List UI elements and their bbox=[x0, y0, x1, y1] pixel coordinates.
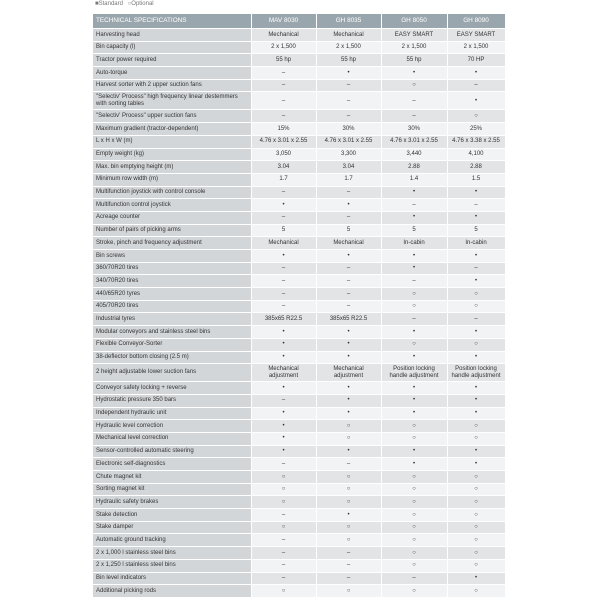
row-value: ○ bbox=[447, 110, 505, 123]
row-value: ○ bbox=[447, 534, 505, 547]
legend bbox=[95, 1, 157, 7]
row-value: – bbox=[251, 547, 316, 560]
header-cell: MAV 8030 bbox=[251, 14, 316, 29]
row-label: Independent hydraulic unit bbox=[93, 407, 251, 420]
row-value: – bbox=[251, 394, 316, 407]
row-value: ○ bbox=[381, 79, 447, 92]
row-value: • bbox=[251, 326, 316, 339]
row-value: 5 bbox=[251, 224, 316, 237]
row-value: ○ bbox=[447, 288, 505, 301]
row-value: • bbox=[316, 351, 381, 364]
row-value: – bbox=[251, 288, 316, 301]
row-label: 440/65R20 tyres bbox=[93, 288, 251, 301]
row-value: – bbox=[251, 79, 316, 92]
table-row bbox=[93, 135, 505, 148]
row-value: 15% bbox=[251, 123, 316, 136]
row-value: 55 hp bbox=[381, 54, 447, 67]
row-value: • bbox=[316, 338, 381, 351]
table-row bbox=[93, 326, 505, 339]
row-value: 2.88 bbox=[381, 161, 447, 174]
row-value: ○ bbox=[251, 585, 316, 598]
row-value: ○ bbox=[447, 300, 505, 313]
row-value: EASY SMART bbox=[381, 29, 447, 42]
row-value: • bbox=[251, 445, 316, 458]
row-value: – bbox=[381, 92, 447, 110]
row-value: • bbox=[381, 262, 447, 275]
row-value: ○ bbox=[381, 547, 447, 560]
row-value: Mechanical bbox=[251, 237, 316, 250]
row-value: – bbox=[251, 92, 316, 110]
header-cell: GH 8035 bbox=[316, 14, 381, 29]
table-row bbox=[93, 300, 505, 313]
row-value: • bbox=[447, 211, 505, 224]
row-value: ○ bbox=[447, 559, 505, 572]
row-label: 38-deflector bottom closing (2.5 m) bbox=[93, 351, 251, 364]
row-value: Mechanical bbox=[316, 237, 381, 250]
row-value: – bbox=[316, 300, 381, 313]
table-row bbox=[93, 458, 505, 471]
row-value: • bbox=[381, 382, 447, 395]
row-label: Chute magnet kit bbox=[93, 471, 251, 484]
legend-standard: ■Standard bbox=[95, 1, 123, 7]
row-label: Industrial tyres bbox=[93, 313, 251, 326]
row-value: ○ bbox=[381, 521, 447, 534]
header-cell: GH 8050 bbox=[381, 14, 447, 29]
row-value: 1.7 bbox=[316, 173, 381, 186]
row-value: 2 x 1,500 bbox=[381, 41, 447, 54]
row-value: 4,100 bbox=[447, 148, 505, 161]
row-value: – bbox=[447, 199, 505, 212]
table-row bbox=[93, 237, 505, 250]
row-value: 2 x 1,500 bbox=[316, 41, 381, 54]
row-value: 3,300 bbox=[316, 148, 381, 161]
row-label: "Selectiv' Process" high frequency linear destemmers with sorting tables bbox=[93, 92, 251, 110]
row-label: 340/70R20 tires bbox=[93, 275, 251, 288]
table-row bbox=[93, 534, 505, 547]
table-row bbox=[93, 186, 505, 199]
row-value: – bbox=[447, 262, 505, 275]
row-value: • bbox=[381, 407, 447, 420]
row-value: 2 x 1,500 bbox=[447, 41, 505, 54]
row-label: 360/70R20 tires bbox=[93, 262, 251, 275]
table-row bbox=[93, 509, 505, 522]
row-label: Sorting magnet kit bbox=[93, 483, 251, 496]
table-row bbox=[93, 41, 505, 54]
row-value: ○ bbox=[251, 496, 316, 509]
row-value: ○ bbox=[251, 483, 316, 496]
table-row bbox=[93, 54, 505, 67]
row-value: – bbox=[316, 92, 381, 110]
table-row bbox=[93, 394, 505, 407]
row-value: Position locking handle adjustment bbox=[447, 364, 505, 382]
row-value: • bbox=[447, 67, 505, 80]
row-value: – bbox=[251, 458, 316, 471]
row-label: Maximum gradient (tractor-dependent) bbox=[93, 123, 251, 136]
row-label: Flexible Conveyor-Sorter bbox=[93, 338, 251, 351]
row-value: • bbox=[316, 326, 381, 339]
row-label: 405/70R20 tires bbox=[93, 300, 251, 313]
row-value: ○ bbox=[316, 432, 381, 445]
row-value: • bbox=[447, 407, 505, 420]
row-value: ○ bbox=[316, 420, 381, 433]
row-value: 55 hp bbox=[316, 54, 381, 67]
table-row bbox=[93, 382, 505, 395]
row-value: • bbox=[447, 382, 505, 395]
row-label: Multifunction joystick with control console bbox=[93, 186, 251, 199]
row-value: ○ bbox=[381, 471, 447, 484]
row-value: – bbox=[316, 572, 381, 585]
header-cell: TECHNICAL SPECIFICATIONS bbox=[93, 14, 251, 29]
row-value: In-cabin bbox=[381, 237, 447, 250]
row-value: ○ bbox=[381, 509, 447, 522]
row-label: Harvesting head bbox=[93, 29, 251, 42]
row-value: – bbox=[251, 110, 316, 123]
row-value: 385x65 R22.5 bbox=[316, 313, 381, 326]
row-label: Auto-torque bbox=[93, 67, 251, 80]
table-row bbox=[93, 250, 505, 263]
row-value: • bbox=[447, 186, 505, 199]
row-value: • bbox=[251, 432, 316, 445]
row-value: ○ bbox=[381, 432, 447, 445]
row-value: 3.04 bbox=[316, 161, 381, 174]
row-label: Electronic self-diagnostics bbox=[93, 458, 251, 471]
row-label: Stroke, pinch and frequency adjustment bbox=[93, 237, 251, 250]
table-row bbox=[93, 585, 505, 598]
row-value: • bbox=[316, 67, 381, 80]
row-label: Acreage counter bbox=[93, 211, 251, 224]
row-value: 3.04 bbox=[251, 161, 316, 174]
row-value: Position locking handle adjustment bbox=[381, 364, 447, 382]
table-row bbox=[93, 572, 505, 585]
row-value: • bbox=[381, 211, 447, 224]
row-label: Minimum row width (m) bbox=[93, 173, 251, 186]
row-value: • bbox=[251, 250, 316, 263]
header-row bbox=[93, 14, 505, 29]
row-value: ○ bbox=[447, 585, 505, 598]
row-value: ○ bbox=[381, 559, 447, 572]
row-value: • bbox=[251, 407, 316, 420]
row-value: ○ bbox=[316, 471, 381, 484]
row-value: • bbox=[316, 250, 381, 263]
row-value: 5 bbox=[447, 224, 505, 237]
row-value: ○ bbox=[316, 521, 381, 534]
row-value: • bbox=[251, 199, 316, 212]
row-value: • bbox=[316, 382, 381, 395]
row-value: – bbox=[251, 186, 316, 199]
row-label: 2 x 1,000 l stainless steel bins bbox=[93, 547, 251, 560]
table-row bbox=[93, 67, 505, 80]
table-row bbox=[93, 364, 505, 382]
table-row bbox=[93, 559, 505, 572]
row-value: ○ bbox=[447, 420, 505, 433]
table-row bbox=[93, 288, 505, 301]
row-label: Empty weight (kg) bbox=[93, 148, 251, 161]
row-label: Modular conveyors and stainless steel bins bbox=[93, 326, 251, 339]
row-value: 385x65 R22.5 bbox=[251, 313, 316, 326]
row-value: – bbox=[316, 458, 381, 471]
table-row bbox=[93, 275, 505, 288]
row-label: Tractor power required bbox=[93, 54, 251, 67]
row-label: Sensor-controlled automatic steering bbox=[93, 445, 251, 458]
row-value: 3,050 bbox=[251, 148, 316, 161]
table-row bbox=[93, 420, 505, 433]
row-label: Bin capacity (l) bbox=[93, 41, 251, 54]
row-label: Mechanical level correction bbox=[93, 432, 251, 445]
row-value: – bbox=[381, 275, 447, 288]
row-value: ○ bbox=[381, 534, 447, 547]
row-value: ○ bbox=[381, 338, 447, 351]
legend-optional: ○Optional bbox=[127, 1, 154, 7]
row-value: • bbox=[316, 199, 381, 212]
row-value: – bbox=[316, 211, 381, 224]
row-value: 2 x 1,500 bbox=[251, 41, 316, 54]
row-value: • bbox=[381, 394, 447, 407]
row-value: • bbox=[447, 326, 505, 339]
table-row bbox=[93, 199, 505, 212]
row-value: ○ bbox=[381, 288, 447, 301]
table-row bbox=[93, 445, 505, 458]
spec-table bbox=[93, 14, 506, 598]
row-value: ○ bbox=[447, 547, 505, 560]
row-value: ○ bbox=[381, 300, 447, 313]
table-row bbox=[93, 224, 505, 237]
row-label: "Selectiv' Process" upper suction fans bbox=[93, 110, 251, 123]
row-label: Bin level indicators bbox=[93, 572, 251, 585]
row-value: • bbox=[316, 445, 381, 458]
row-value: ○ bbox=[447, 496, 505, 509]
table-row bbox=[93, 79, 505, 92]
row-value: 55 hp bbox=[251, 54, 316, 67]
table-row bbox=[93, 123, 505, 136]
table-row bbox=[93, 110, 505, 123]
row-value: • bbox=[381, 250, 447, 263]
row-value: • bbox=[381, 67, 447, 80]
row-value: – bbox=[447, 313, 505, 326]
row-value: ○ bbox=[447, 432, 505, 445]
row-value: ○ bbox=[381, 585, 447, 598]
row-value: • bbox=[251, 420, 316, 433]
row-value: • bbox=[447, 394, 505, 407]
row-value: • bbox=[316, 407, 381, 420]
row-value: • bbox=[447, 351, 505, 364]
row-value: • bbox=[447, 275, 505, 288]
row-value: ○ bbox=[447, 338, 505, 351]
row-value: – bbox=[316, 288, 381, 301]
row-value: 30% bbox=[381, 123, 447, 136]
table-row bbox=[93, 432, 505, 445]
row-value: • bbox=[251, 338, 316, 351]
table-row bbox=[93, 161, 505, 174]
row-label: Stake detection bbox=[93, 509, 251, 522]
row-value: 5 bbox=[381, 224, 447, 237]
row-label: Hydrostatic pressure 350 bars bbox=[93, 394, 251, 407]
row-value: – bbox=[251, 275, 316, 288]
row-value: • bbox=[447, 250, 505, 263]
row-value: – bbox=[251, 67, 316, 80]
row-value: ○ bbox=[447, 509, 505, 522]
row-value: • bbox=[381, 458, 447, 471]
row-value: ○ bbox=[381, 496, 447, 509]
table-row bbox=[93, 173, 505, 186]
row-value: ○ bbox=[316, 585, 381, 598]
row-label: Number of pairs of picking arms bbox=[93, 224, 251, 237]
row-value: 1.7 bbox=[251, 173, 316, 186]
row-value: Mechanical adjustment bbox=[316, 364, 381, 382]
row-value: • bbox=[447, 458, 505, 471]
row-value: – bbox=[447, 79, 505, 92]
row-label: Multifunction control joystick bbox=[93, 199, 251, 212]
row-value: – bbox=[251, 211, 316, 224]
row-value: ○ bbox=[316, 534, 381, 547]
row-label: Hydraulic safety brakes bbox=[93, 496, 251, 509]
row-label: L x H x W (m) bbox=[93, 135, 251, 148]
row-value: ○ bbox=[447, 483, 505, 496]
table-row bbox=[93, 496, 505, 509]
row-value: ○ bbox=[447, 471, 505, 484]
row-value: – bbox=[316, 559, 381, 572]
row-value: 4.76 x 3.01 x 2.55 bbox=[381, 135, 447, 148]
row-value: ○ bbox=[447, 521, 505, 534]
table-row bbox=[93, 471, 505, 484]
row-value: 30% bbox=[316, 123, 381, 136]
row-value: – bbox=[381, 313, 447, 326]
row-value: 1.4 bbox=[381, 173, 447, 186]
row-value: Mechanical bbox=[316, 29, 381, 42]
row-value: 4.76 x 3.38 x 2.55 bbox=[447, 135, 505, 148]
row-label: Additional picking rods bbox=[93, 585, 251, 598]
row-value: • bbox=[316, 509, 381, 522]
row-value: • bbox=[381, 186, 447, 199]
row-value: • bbox=[447, 92, 505, 110]
row-value: – bbox=[316, 79, 381, 92]
row-value: • bbox=[381, 351, 447, 364]
row-value: • bbox=[381, 326, 447, 339]
row-value: – bbox=[251, 300, 316, 313]
table-row bbox=[93, 547, 505, 560]
row-value: 1.5 bbox=[447, 173, 505, 186]
row-label: Hydraulic level correction bbox=[93, 420, 251, 433]
row-label: Bin screws bbox=[93, 250, 251, 263]
row-value: ○ bbox=[316, 483, 381, 496]
row-value: – bbox=[381, 572, 447, 585]
table-row bbox=[93, 407, 505, 420]
table-row bbox=[93, 211, 505, 224]
row-value: ○ bbox=[381, 420, 447, 433]
row-value: Mechanical bbox=[251, 29, 316, 42]
row-value: ○ bbox=[251, 521, 316, 534]
row-label: 2 height adjustable lower suction fans bbox=[93, 364, 251, 382]
row-value: 3,440 bbox=[381, 148, 447, 161]
row-value: • bbox=[251, 382, 316, 395]
row-value: ○ bbox=[251, 471, 316, 484]
row-value: – bbox=[316, 262, 381, 275]
row-label: 2 x 1,250 l stainless steel bins bbox=[93, 559, 251, 572]
row-value: – bbox=[251, 262, 316, 275]
table-row bbox=[93, 313, 505, 326]
row-value: In-cabin bbox=[447, 237, 505, 250]
row-value: 5 bbox=[316, 224, 381, 237]
table-row bbox=[93, 483, 505, 496]
row-value: • bbox=[447, 445, 505, 458]
table-row bbox=[93, 351, 505, 364]
row-value: 4.76 x 3.01 x 2.55 bbox=[316, 135, 381, 148]
row-value: Mechanical adjustment bbox=[251, 364, 316, 382]
row-value: – bbox=[381, 110, 447, 123]
row-value: EASY SMART bbox=[447, 29, 505, 42]
row-value: – bbox=[316, 110, 381, 123]
row-value: – bbox=[251, 559, 316, 572]
row-label: Conveyor safety locking + reverse bbox=[93, 382, 251, 395]
row-label: Stake damper bbox=[93, 521, 251, 534]
row-value: – bbox=[381, 199, 447, 212]
row-label: Max. bin emptying height (m) bbox=[93, 161, 251, 174]
row-value: – bbox=[316, 186, 381, 199]
row-value: – bbox=[251, 572, 316, 585]
row-value: – bbox=[251, 509, 316, 522]
row-value: 25% bbox=[447, 123, 505, 136]
row-value: ○ bbox=[381, 483, 447, 496]
row-value: ○ bbox=[316, 496, 381, 509]
table-row bbox=[93, 92, 505, 110]
table-row bbox=[93, 521, 505, 534]
row-value: • bbox=[447, 572, 505, 585]
row-value: • bbox=[381, 445, 447, 458]
header-cell: GH 8090 bbox=[447, 14, 505, 29]
table-row bbox=[93, 262, 505, 275]
row-value: – bbox=[316, 547, 381, 560]
table-row bbox=[93, 338, 505, 351]
table-row bbox=[93, 29, 505, 42]
row-value: 2.88 bbox=[447, 161, 505, 174]
row-label: Harvest sorter with 2 upper suction fans bbox=[93, 79, 251, 92]
row-value: • bbox=[316, 394, 381, 407]
row-value: – bbox=[316, 275, 381, 288]
table-row bbox=[93, 148, 505, 161]
spec-body bbox=[93, 29, 505, 598]
row-value: • bbox=[251, 351, 316, 364]
row-value: 70 HP bbox=[447, 54, 505, 67]
row-label: Automatic ground tracking bbox=[93, 534, 251, 547]
row-value: – bbox=[251, 534, 316, 547]
row-value: 4.76 x 3.01 x 2.55 bbox=[251, 135, 316, 148]
